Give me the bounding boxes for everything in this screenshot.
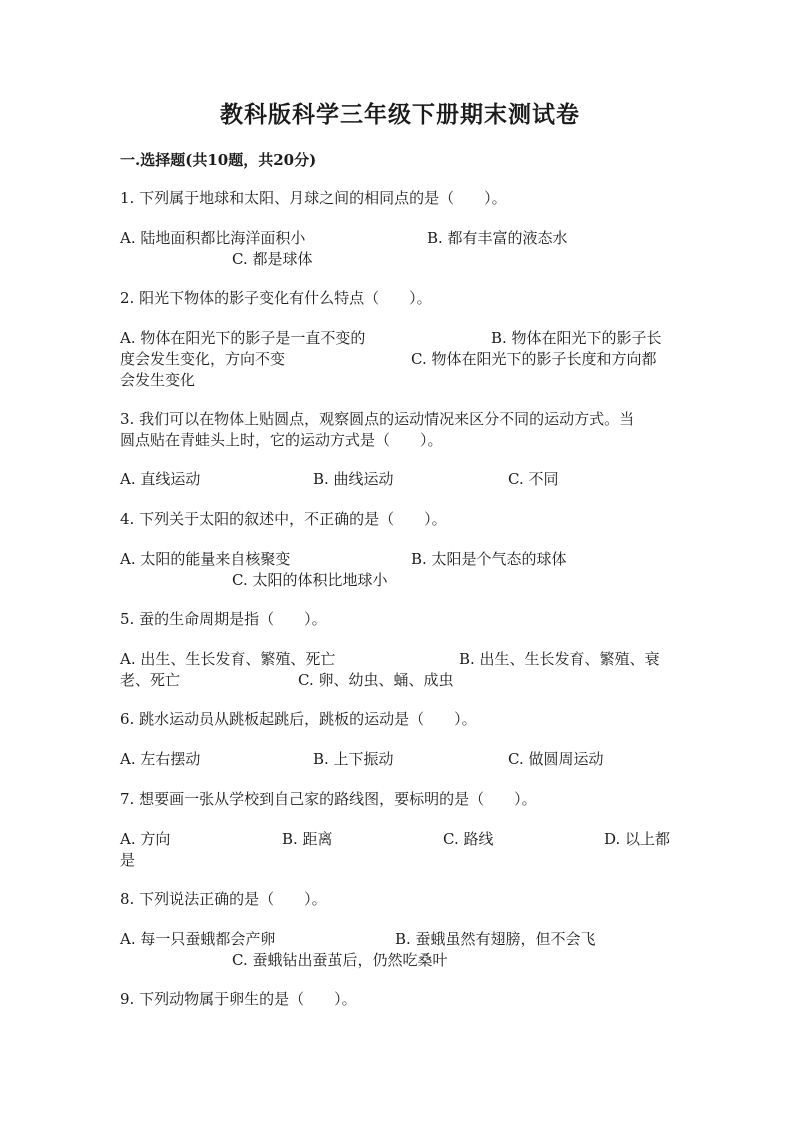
exam-title: 教科版科学三年级下册期末测试卷	[220, 101, 580, 128]
question-3-option-c: C. 不同	[508, 470, 559, 488]
question-5-option-c: C. 卵、幼虫、蛹、成虫	[298, 671, 454, 689]
question-1-option-a: A. 陆地面积都比海洋面积小	[120, 229, 306, 247]
question-5-option-b: B. 出生、生长发育、繁殖、衰	[459, 650, 660, 668]
question-2-stem-line-1: 2. 阳光下物体的影子变化有什么特点（ ）。	[120, 289, 432, 307]
question-4-option-b: B. 太阳是个气态的球体	[411, 550, 567, 568]
question-8-option-b: B. 蚕蛾虽然有翅膀，但不会飞	[395, 930, 596, 948]
question-4-stem-line-1: 4. 下列关于太阳的叙述中，不正确的是（ ）。	[120, 510, 447, 528]
question-6-stem-line-1: 6. 跳水运动员从跳板起跳后，跳板的运动是（ ）。	[120, 710, 477, 728]
question-1-option-c: C. 都是球体	[232, 250, 313, 268]
question-3-option-a: A. 直线运动	[120, 470, 201, 488]
question-7-stem-line-1: 7. 想要画一张从学校到自己家的路线图，要标明的是（ ）。	[120, 790, 537, 808]
question-3-stem-line-1: 3. 我们可以在物体上贴圆点，观察圆点的运动情况来区分不同的运动方式。当	[120, 410, 635, 428]
question-2-option-c: C. 物体在阳光下的影子长度和方向都	[411, 350, 657, 368]
question-5-stem-line-1: 5. 蚕的生命周期是指（ ）。	[120, 610, 327, 628]
question-6-option-c: C. 做圆周运动	[508, 750, 604, 768]
question-2-option-a: A. 物体在阳光下的影子是一直不变的	[120, 329, 366, 347]
question-1-stem-line-1: 1. 下列属于地球和太阳、月球之间的相同点的是（ ）。	[120, 189, 507, 207]
question-8-option-c: C. 蚕蛾钻出蚕茧后，仍然吃桑叶	[232, 951, 448, 969]
question-7-option-b: B. 距离	[282, 830, 333, 848]
question-1-option-b: B. 都有丰富的液态水	[427, 229, 568, 247]
section-heading: 一.选择题(共10题，共20分)	[120, 151, 317, 169]
question-3-stem-line-2: 圆点贴在青蛙头上时，它的运动方式是（ ）。	[120, 431, 443, 449]
question-8-stem-line-1: 8. 下列说法正确的是（ ）。	[120, 890, 327, 908]
question-2-option-c-continued: 会发生变化	[120, 371, 196, 389]
question-9-stem-line-1: 9. 下列动物属于卵生的是（ ）。	[120, 990, 357, 1008]
question-6-option-a: A. 左右摆动	[120, 750, 201, 768]
question-2-option-b: B. 物体在阳光下的影子长	[491, 329, 662, 347]
question-5-option-a: A. 出生、生长发育、繁殖、死亡	[120, 650, 336, 668]
question-6-option-b: B. 上下振动	[313, 750, 394, 768]
question-4-option-c: C. 太阳的体积比地球小	[232, 571, 388, 589]
question-4-option-a: A. 太阳的能量来自核聚变	[120, 550, 291, 568]
question-7-option-d: D. 以上都	[604, 830, 671, 848]
question-3-option-b: B. 曲线运动	[313, 470, 394, 488]
question-7-option-c: C. 路线	[443, 830, 494, 848]
question-2-option-b-continued: 度会发生变化，方向不变	[120, 350, 286, 368]
question-5-option-b-continued: 老、死亡	[120, 671, 181, 689]
question-7-option-d-continued: 是	[120, 851, 136, 869]
question-8-option-a: A. 每一只蚕蛾都会产卵	[120, 930, 276, 948]
question-7-option-a: A. 方向	[120, 830, 171, 848]
